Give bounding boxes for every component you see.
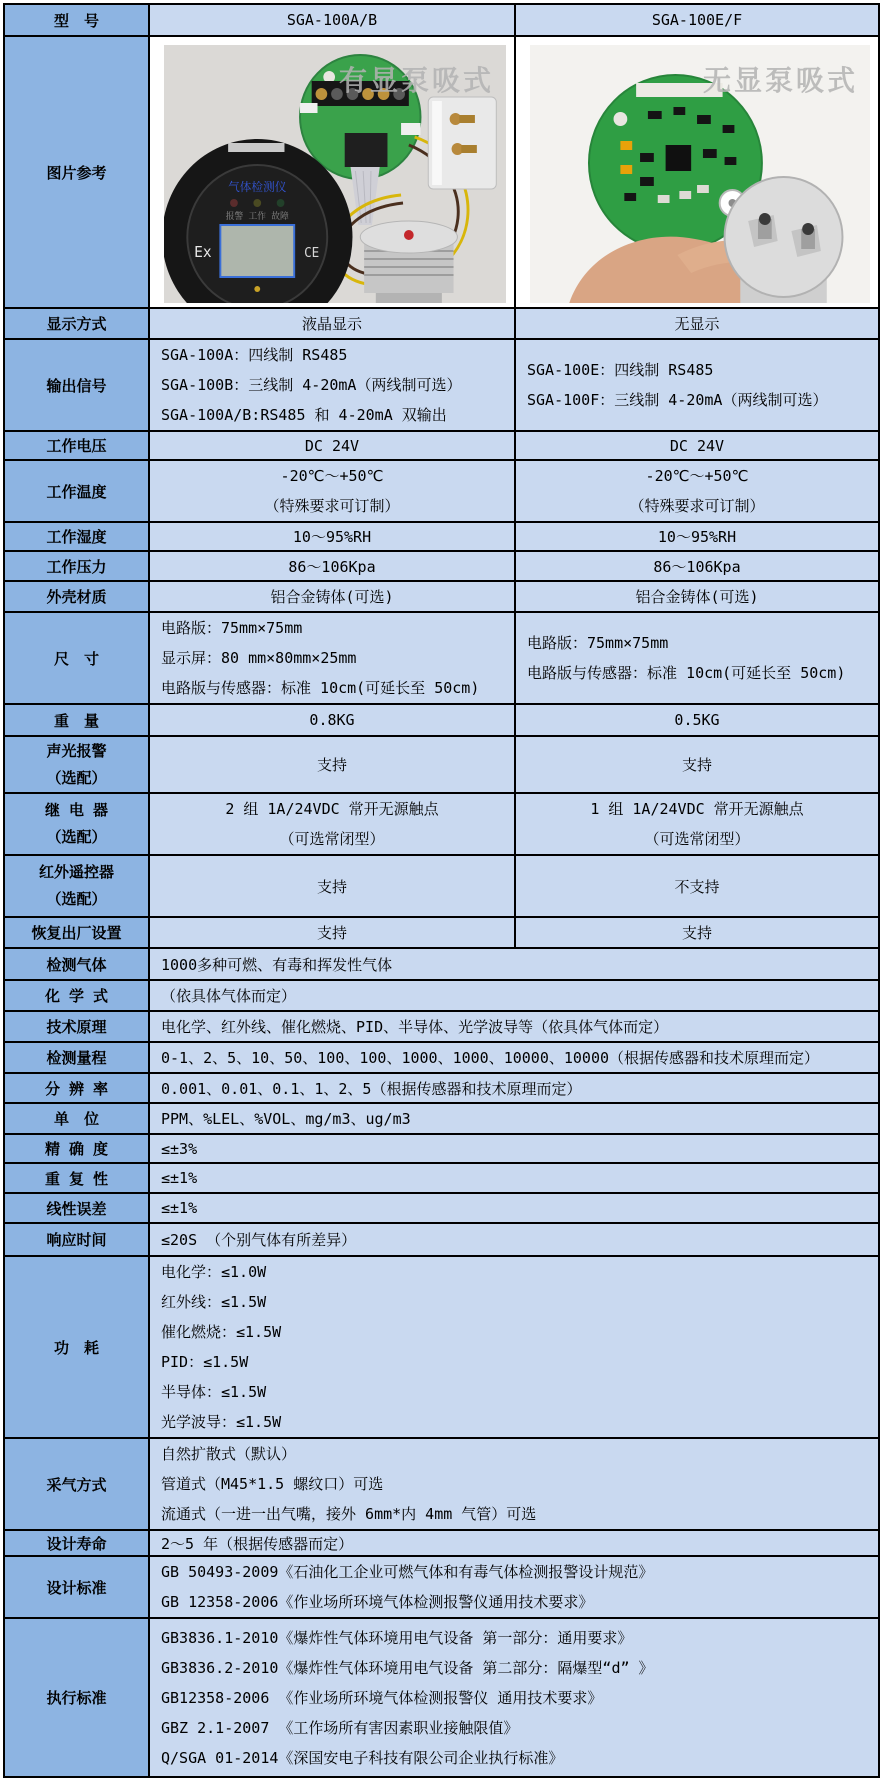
gauge-led-labels: 报警 工作 故障 [225, 211, 289, 223]
row-accuracy [4, 1134, 879, 1163]
output-b-line2: SGA-100F：三线制 4-20mA（两线制可选） [527, 391, 828, 409]
gauge-title-text: 气体检测仪 [228, 179, 287, 195]
output-a-line2: SGA-100B：三线制 4-20mA（两线制可选） [161, 376, 462, 394]
row-label-exec-std: 执行标准 [4, 1618, 149, 1777]
row-label-output: 输出信号 [4, 339, 149, 431]
row-lifetime [4, 1530, 879, 1556]
row-unit [4, 1103, 879, 1134]
row-range [4, 1042, 879, 1073]
relay-label-line1: 继 电 器 [44, 801, 109, 819]
sampling-line1: 自然扩散式（默认） [161, 1445, 297, 1463]
power-line5: 半导体：≤1.5W [161, 1383, 267, 1401]
watermark-b: 无显泵吸式 [702, 64, 858, 97]
row-label-remote [4, 855, 149, 917]
exec-std-line3: GB12358-2006 《作业场所环境气体检测报警仪 通用技术要求》 [161, 1688, 603, 1707]
row-label-accuracy: 精 确 度 [4, 1134, 149, 1163]
repeatability-value: ≤±1% [149, 1163, 879, 1193]
power-line2: 红外线：≤1.5W [161, 1293, 267, 1311]
row-label-linearity: 线性误差 [4, 1193, 149, 1223]
row-sampling [4, 1438, 879, 1530]
gas-value: 1000多种可燃、有毒和挥发性气体 [149, 948, 879, 980]
remote-a: 支持 [149, 855, 515, 917]
row-principle [4, 1011, 879, 1042]
relay-b [515, 793, 879, 855]
row-label-model: 型 号 [4, 4, 149, 36]
factory-b: 支持 [515, 917, 879, 948]
row-label-resolution: 分 辨 率 [4, 1073, 149, 1103]
row-label-lifetime: 设计寿命 [4, 1530, 149, 1556]
output-b [515, 339, 879, 431]
row-label-photos: 图片参考 [4, 36, 149, 308]
humidity-b: 10～95%RH [515, 522, 879, 551]
principle-value: 电化学、红外线、催化燃烧、PID、半导体、光学波导等（依具体气体而定） [149, 1011, 879, 1042]
row-weight [4, 704, 879, 736]
response-value: ≤20S （个别气体有所差异） [149, 1223, 879, 1256]
row-shell [4, 581, 879, 612]
sampling-value [149, 1438, 879, 1530]
temperature-b-line1: -20℃～+50℃ [645, 467, 749, 485]
relay-b-line2: （可选常闭型） [644, 830, 750, 848]
row-label-design-std: 设计标准 [4, 1556, 149, 1618]
product-photo-b [530, 45, 870, 303]
power-line1: 电化学：≤1.0W [161, 1263, 267, 1281]
relay-b-line1: 1 组 1A/24VDC 常开无源触点 [590, 800, 804, 818]
weight-a: 0.8KG [149, 704, 515, 736]
exec-std-line1: GB3836.1-2010《爆炸性气体环境用电气设备 第一部分：通用要求》 [161, 1628, 633, 1647]
row-factory [4, 917, 879, 948]
model-a: SGA-100A/B [149, 4, 515, 36]
row-label-pressure: 工作压力 [4, 551, 149, 581]
watermark-a: 有显泵吸式 [338, 64, 494, 97]
row-label-range: 检测量程 [4, 1042, 149, 1073]
row-label-temperature: 工作温度 [4, 460, 149, 522]
temperature-b [515, 460, 879, 522]
exec-std-line5: Q/SGA 01-2014《深国安电子科技有限公司企业执行标准》 [161, 1748, 564, 1767]
row-model [4, 4, 879, 36]
alarm-label-line2: （选配） [46, 768, 107, 787]
row-gas [4, 948, 879, 980]
row-display [4, 308, 879, 339]
alarm-label-line1: 声光报警 [46, 741, 107, 760]
row-label-repeatability: 重 复 性 [4, 1163, 149, 1193]
row-design-std [4, 1556, 879, 1618]
row-relay [4, 793, 879, 855]
row-label-display: 显示方式 [4, 308, 149, 339]
row-photos [4, 36, 879, 308]
row-label-response: 响应时间 [4, 1223, 149, 1256]
temperature-b-line2: （特殊要求可订制） [629, 497, 765, 515]
voltage-b: DC 24V [515, 431, 879, 460]
row-label-relay [4, 793, 149, 855]
size-b-line1: 电路版：75mm×75mm [527, 634, 669, 652]
power-value [149, 1256, 879, 1438]
size-a-line3: 电路版与传感器：标准 10cm(可延长至 50cm) [161, 679, 480, 697]
display-a: 液晶显示 [149, 308, 515, 339]
output-a-line1: SGA-100A：四线制 RS485 [161, 346, 348, 364]
design-std-line2: GB 12358-2006《作业场所环境气体检测报警仪通用技术要求》 [161, 1593, 594, 1611]
row-formula [4, 980, 879, 1011]
weight-b: 0.5KG [515, 704, 879, 736]
photo-cell-b [515, 36, 879, 308]
remote-label-line2: （选配） [46, 890, 107, 908]
row-repeatability [4, 1163, 879, 1193]
exec-std-value [149, 1618, 879, 1777]
row-voltage [4, 431, 879, 460]
alarm-a: 支持 [149, 736, 515, 793]
row-response [4, 1223, 879, 1256]
pressure-a: 86～106Kpa [149, 551, 515, 581]
shell-b: 铝合金铸体(可选) [515, 581, 879, 612]
row-label-shell: 外壳材质 [4, 581, 149, 612]
row-linearity [4, 1193, 879, 1223]
resolution-value: 0.001、0.01、0.1、1、2、5（根据传感器和技术原理而定） [149, 1073, 879, 1103]
output-a-line3: SGA-100A/B:RS485 和 4-20mA 双输出 [161, 406, 447, 424]
temperature-a [149, 460, 515, 522]
row-size [4, 612, 879, 704]
formula-value: （依具体气体而定） [149, 980, 879, 1011]
design-std-value [149, 1556, 879, 1618]
alarm-b: 支持 [515, 736, 879, 793]
row-label-formula: 化 学 式 [4, 980, 149, 1011]
size-b [515, 612, 879, 704]
row-label-factory: 恢复出厂设置 [4, 917, 149, 948]
accuracy-value: ≤±3% [149, 1134, 879, 1163]
photo-cell-a [149, 36, 515, 308]
design-std-line1: GB 50493-2009《石油化工企业可燃气体和有毒气体检测报警设计规范》 [161, 1563, 654, 1581]
sampling-line3: 流通式（一进一出气嘴，接外 6mm*内 4mm 气管）可选 [161, 1505, 537, 1523]
temperature-a-line1: -20℃～+50℃ [280, 467, 384, 485]
row-power [4, 1256, 879, 1438]
remote-label-line1: 红外遥控器 [38, 863, 114, 881]
size-b-line2: 电路版与传感器：标准 10cm(可延长至 50cm) [527, 664, 846, 682]
remote-b: 不支持 [515, 855, 879, 917]
output-b-line1: SGA-100E：四线制 RS485 [527, 361, 714, 379]
relay-a-line1: 2 组 1A/24VDC 常开无源触点 [225, 800, 439, 818]
row-label-sampling: 采气方式 [4, 1438, 149, 1530]
row-label-alarm [4, 736, 149, 793]
output-a [149, 339, 515, 431]
power-line3: 催化燃烧：≤1.5W [161, 1323, 282, 1341]
size-a [149, 612, 515, 704]
row-exec-std [4, 1618, 879, 1777]
row-label-principle: 技术原理 [4, 1011, 149, 1042]
row-label-unit: 单 位 [4, 1103, 149, 1134]
power-line6: 光学波导：≤1.5W [161, 1413, 282, 1431]
row-remote [4, 855, 879, 917]
row-alarm [4, 736, 879, 793]
size-a-line2: 显示屏：80 mm×80mm×25mm [161, 649, 357, 667]
size-a-line1: 电路版：75mm×75mm [161, 619, 303, 637]
product-photo-a [164, 45, 506, 303]
shell-a: 铝合金铸体(可选) [149, 581, 515, 612]
row-humidity [4, 522, 879, 551]
relay-a [149, 793, 515, 855]
model-b: SGA-100E/F [515, 4, 879, 36]
voltage-a: DC 24V [149, 431, 515, 460]
gauge-ce-mark: CE [304, 245, 320, 262]
factory-a: 支持 [149, 917, 515, 948]
row-label-voltage: 工作电压 [4, 431, 149, 460]
unit-value: PPM、%LEL、%VOL、mg/m3、ug/m3 [149, 1103, 879, 1134]
row-output [4, 339, 879, 431]
row-label-humidity: 工作湿度 [4, 522, 149, 551]
row-resolution [4, 1073, 879, 1103]
relay-label-line2: （选配） [46, 828, 107, 846]
row-pressure [4, 551, 879, 581]
humidity-a: 10～95%RH [149, 522, 515, 551]
power-line4: PID：≤1.5W [161, 1353, 249, 1371]
sampling-line2: 管道式（M45*1.5 螺纹口）可选 [161, 1475, 384, 1493]
row-label-power: 功 耗 [4, 1256, 149, 1438]
exec-std-line4: GBZ 2.1-2007 《工作场所有害因素职业接触限值》 [161, 1718, 519, 1737]
row-label-size: 尺 寸 [4, 612, 149, 704]
row-label-gas: 检测气体 [4, 948, 149, 980]
temperature-a-line2: （特殊要求可订制） [264, 497, 400, 515]
pressure-b: 86～106Kpa [515, 551, 879, 581]
row-label-weight: 重 量 [4, 704, 149, 736]
lifetime-value: 2～5 年（根据传感器而定） [149, 1530, 879, 1556]
spec-table [3, 3, 880, 1778]
linearity-value: ≤±1% [149, 1193, 879, 1223]
display-b: 无显示 [515, 308, 879, 339]
range-value: 0-1、2、5、10、50、100、100、1000、1000、10000、10000（根据传感器和技术原理而定） [149, 1042, 879, 1073]
row-temperature [4, 460, 879, 522]
relay-a-line2: （可选常闭型） [279, 830, 385, 848]
exec-std-line2: GB3836.2-2010《爆炸性气体环境用电气设备 第二部分：隔爆型“d” 》 [161, 1658, 654, 1677]
gauge-ex-mark: Ex [194, 243, 212, 262]
